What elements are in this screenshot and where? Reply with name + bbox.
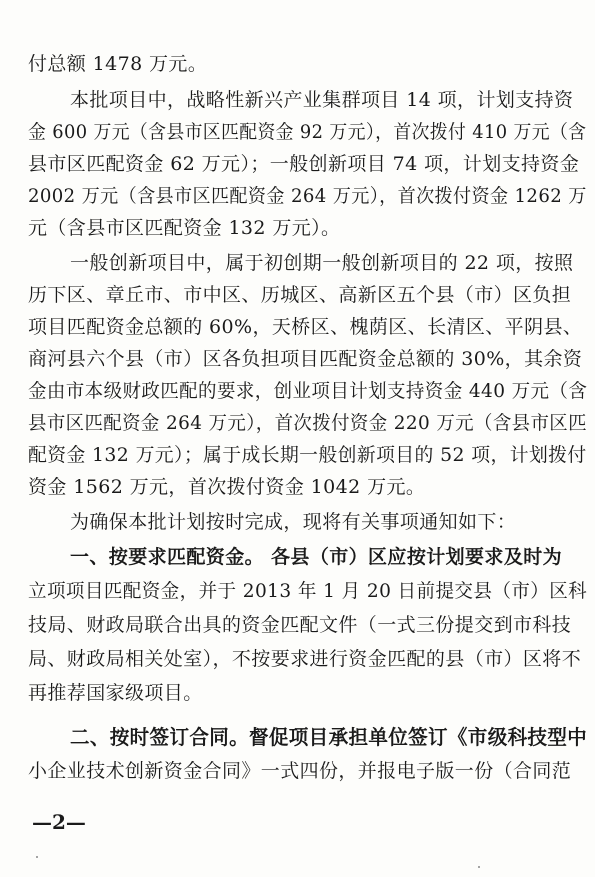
text-line-22: 小企业技术创新资金合同》一式四份，并报电子版一份（合同范 — [28, 760, 572, 782]
page-number: —2— — [32, 810, 86, 834]
text-line-13: 配资金 132 万元）；属于成长期一般创新项目的 52 项，计划拨付 — [28, 444, 587, 466]
scan-speck — [36, 856, 38, 858]
text-line-8: 历下区、章丘市、市中区、历城区、高新区五个县（市）区负担 — [28, 284, 572, 306]
text-line-18: 技局、财政局联合出具的资金匹配文件（一式三份提交到市科技 — [28, 614, 572, 636]
text-line-7: 一般创新项目中，属于初创期一般创新项目的 22 项，按照 — [70, 252, 574, 274]
text-line-14: 资金 1562 万元，首次拨付资金 1042 万元。 — [28, 476, 426, 498]
text-line-11: 金由市本级财政匹配的要求，创业项目计划支持资金 440 万元（含 — [28, 380, 588, 402]
text-line-9: 项目匹配资金总额的 60%，天桥区、槐荫区、长清区、平阴县、 — [28, 316, 583, 338]
text-line-19: 局、财政局相关处室），不按要求进行资金匹配的县（市）区将不 — [28, 648, 582, 670]
text-line-4: 县市区匹配资金 62 万元）；一般创新项目 74 项，计划支持资金 — [28, 153, 580, 175]
text-line-6: 元（含县市区匹配资金 132 万元）。 — [28, 217, 341, 239]
text-line-2: 本批项目中，战略性新兴产业集群项目 14 项，计划支持资 — [70, 89, 574, 111]
text-line-10: 商河县六个县（市）区各负担项目匹配资金总额的 30%，其余资 — [28, 348, 583, 370]
text-line-12: 县市区匹配资金 264 万元），首次拨付资金 220 万元（含县市区匹 — [28, 412, 587, 434]
text-line-17: 立项项目匹配资金，并于 2013 年 1 月 20 日前提交县（市）区科 — [28, 580, 588, 602]
scan-speck — [478, 866, 480, 868]
text-line-15: 为确保本批计划按时完成，现将有关事项通知如下： — [70, 511, 517, 533]
text-line-20: 再推荐国家级项目。 — [28, 682, 203, 704]
section-heading-1: 一、按要求匹配资金。 各县（市）区应按计划要求及时为 — [70, 546, 563, 568]
text-line-5: 2002 万元（含县市区匹配资金 264 万元），首次拨付资金 1262 万 — [28, 185, 587, 207]
text-line-3: 金 600 万元（含县市区匹配资金 92 万元），首次拨付 410 万元（含 — [28, 121, 587, 143]
text-line-1: 付总额 1478 万元。 — [28, 53, 208, 75]
section-heading-2: 二、按时签订合同。督促项目承担单位签订《市级科技型中 — [70, 725, 588, 749]
